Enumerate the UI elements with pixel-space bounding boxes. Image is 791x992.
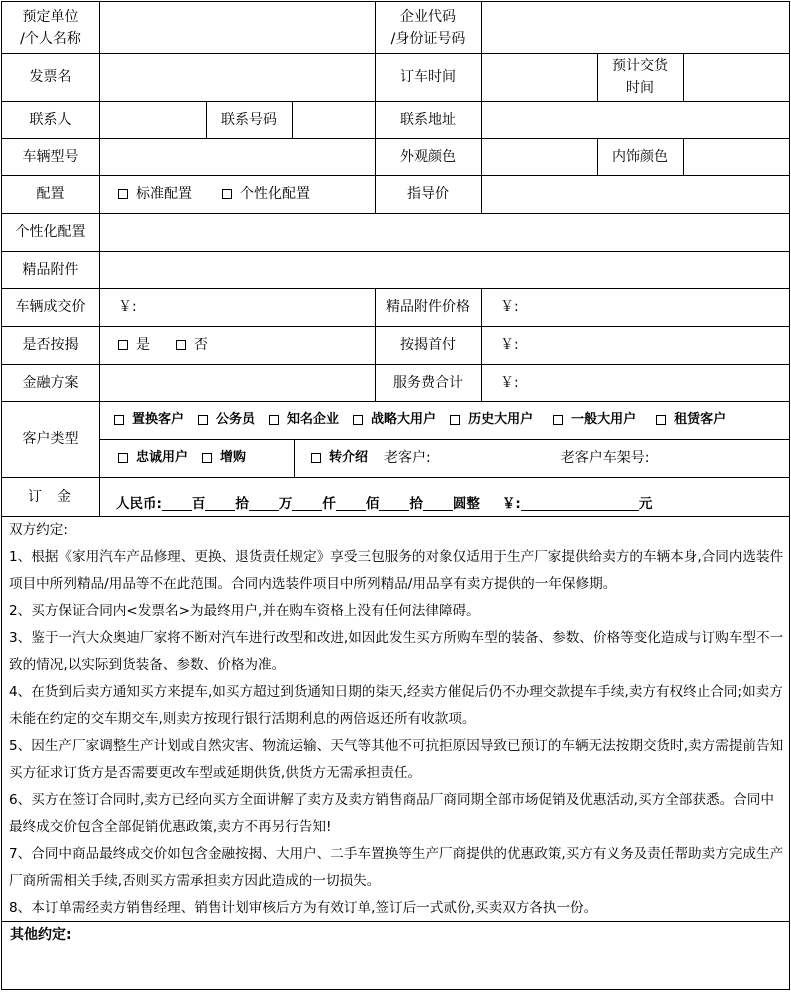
invoice-name-field[interactable] xyxy=(100,53,375,101)
contact-phone-field[interactable] xyxy=(293,101,375,138)
configuration-options xyxy=(100,175,375,213)
customer-type-historical-checkbox[interactable] xyxy=(450,409,533,431)
old-customer-vin-label: 老客户车架号: xyxy=(560,450,650,466)
customer-type-label: 客户类型 xyxy=(22,431,79,447)
invoice-name-label: 发票名 xyxy=(29,69,72,85)
old-customer-label: 老客户: xyxy=(384,450,431,466)
finance-plan-label: 金融方案 xyxy=(22,374,79,391)
other-agreements-label: 其他约定: xyxy=(10,927,72,943)
blank-line xyxy=(379,496,409,511)
customer-type-label-text: 租赁客户 xyxy=(674,412,727,427)
order-time-field[interactable] xyxy=(482,53,597,101)
contact-phone-label: 联系号码 xyxy=(221,111,277,128)
customer-type-repurchase-checkbox[interactable] xyxy=(202,447,246,469)
order-unit-label-line2: /个人名称 xyxy=(20,30,81,47)
terms-section xyxy=(9,517,785,922)
customer-type-label-text: 公务员 xyxy=(216,412,256,427)
term-item: 1、根据《家用汽车产品修理、更换、退货责任规定》享受三包服务的对象仅适用于生产厂家提供给卖方的车辆本身,合同内选装件项目中所列精品/用品等不在此范围。合同内选装件项目中所列精品/用品享有卖方提供的一年保修期。 xyxy=(9,549,784,592)
customer-type-label-text: 一般大用户 xyxy=(571,412,637,427)
customer-type-strategic-checkbox[interactable] xyxy=(353,409,436,431)
customer-type-label-text: 置换客户 xyxy=(132,412,185,427)
company-code-label-line1: 企业代码 xyxy=(400,8,456,25)
mortgage-no-checkbox[interactable] xyxy=(176,334,208,356)
term-item: 5、因生产厂家调整生产计划或自然灾害、物流运输、天气等其他不可抗拒原因导致已预订的车辆无法按期交货时,卖方需提前告知买方征求订货方是否需要更改车型或延期供货,供货方无需承担责任。 xyxy=(9,738,784,781)
customer-type-label-text: 知名企业 xyxy=(287,412,340,427)
unit-ten-thousand: 万 xyxy=(278,495,293,512)
customer-type-loyal-checkbox[interactable] xyxy=(118,447,188,469)
mortgage-options xyxy=(100,326,375,364)
checkbox-icon xyxy=(450,415,460,425)
contact-person-field[interactable] xyxy=(100,101,206,138)
service-fee-field[interactable]: ￥: xyxy=(500,374,519,391)
term-item: 4、在货到后卖方通知买方来提车,如买方超过到货通知日期的柒天,经卖方催促后仍不办理交款提车手续,卖方有权终止合同;如卖方未能在约定的交车期交车,则卖方按现行银行活期利息的两倍返还所有收款项。 xyxy=(9,684,783,727)
blank-line xyxy=(205,496,235,511)
term-item: 7、合同中商品最终成交价如包含金融按揭、大用户、二手车置换等生产厂商提供的优惠政策,买方有义务及责任帮助卖方完成生产厂商所需相关手续,否则买方需承担卖方因此造成的一切损失。 xyxy=(9,846,784,889)
mortgage-label: 是否按揭 xyxy=(22,337,79,353)
term-item: 2、买方保证合同内<发票名>为最终用户,并在购车资格上没有任何法律障碍。 xyxy=(9,603,480,619)
unit-yuan: 元 xyxy=(638,495,653,512)
referral-checkbox[interactable] xyxy=(311,447,368,469)
customer-type-label-text: 忠诚用户 xyxy=(136,450,189,465)
contact-person-label: 联系人 xyxy=(29,111,72,128)
vehicle-model-field[interactable] xyxy=(100,138,375,175)
term-item: 6、买方在签订合同时,卖方已经向买方全面讲解了卖方及卖方销售商品厂商同期全部市场促销及优惠活动,买方全部获悉。合同中最终成交价包含全部促销优惠政策,卖方不再另行告知! xyxy=(9,792,774,835)
unit-yuan-whole: 圆整 xyxy=(452,495,480,512)
finance-plan-field[interactable] xyxy=(100,364,375,401)
unit-ten: 拾 xyxy=(235,495,249,512)
order-unit-field[interactable] xyxy=(100,2,375,53)
customer-type-row1 xyxy=(100,401,789,439)
other-agreements-field[interactable] xyxy=(2,948,789,990)
unit-hundred: 百 xyxy=(191,495,206,512)
customer-type-known-company-checkbox[interactable] xyxy=(269,409,339,431)
accessory-price-field[interactable]: ￥: xyxy=(500,299,519,315)
referral-row xyxy=(295,439,789,477)
deposit-field[interactable] xyxy=(100,477,789,516)
blank-line xyxy=(292,496,322,511)
term-item: 3、鉴于一汽大众奥迪厂家将不断对汽车进行改型和改进,如因此发生买方所购车型的装备、参数、价格等变化造成与订购车型不一致的情况,以实际到货装备、参数、价格为准。 xyxy=(9,630,784,673)
checkbox-icon xyxy=(269,415,279,425)
checkbox-icon xyxy=(311,453,321,463)
guide-price-field[interactable] xyxy=(482,175,789,213)
standard-config-label: 标准配置 xyxy=(136,186,192,202)
expected-delivery-label xyxy=(597,53,683,101)
company-code-field[interactable] xyxy=(482,2,789,53)
deposit-label: 订 金 xyxy=(28,488,73,505)
unit-ten-formal: 拾 xyxy=(409,495,423,512)
blank-line xyxy=(249,496,279,511)
checkbox-icon xyxy=(176,340,186,350)
checkbox-icon xyxy=(198,415,208,425)
accessories-label: 精品附件 xyxy=(22,261,79,278)
deposit-yen-label: ￥: xyxy=(501,495,521,512)
mortgage-no-label: 否 xyxy=(194,337,208,353)
deal-price-field[interactable]: ￥: xyxy=(118,299,137,315)
expected-delivery-label-line1: 预计交货 xyxy=(612,58,668,74)
order-unit-label xyxy=(2,2,99,53)
down-payment-field[interactable]: ￥: xyxy=(500,337,519,353)
expected-delivery-field[interactable] xyxy=(684,53,789,101)
customer-type-label-text: 历史大用户 xyxy=(468,412,534,427)
checkbox-icon xyxy=(114,415,124,425)
exterior-color-field[interactable] xyxy=(482,138,597,175)
rmb-label: 人民币: xyxy=(116,495,162,512)
configuration-label: 配置 xyxy=(36,186,65,202)
standard-config-checkbox[interactable] xyxy=(118,183,192,205)
custom-config-checkbox[interactable] xyxy=(222,183,310,205)
term-item: 8、本订单需经卖方销售经理、销售计划审核后方为有效订单,签订后一式贰份,买卖双方各执一份。 xyxy=(9,900,598,916)
customer-type-label-text: 增购 xyxy=(220,450,247,465)
custom-config-option-label: 个性化配置 xyxy=(240,186,310,202)
customer-type-trade-in-checkbox[interactable] xyxy=(114,409,184,431)
terms-title: 双方约定: xyxy=(9,522,68,538)
customer-type-label-text: 战略大用户 xyxy=(371,412,437,427)
checkbox-icon xyxy=(222,189,232,199)
interior-color-label: 内饰颜色 xyxy=(612,148,668,165)
blank-line xyxy=(162,496,192,511)
blank-line xyxy=(521,496,639,511)
checkbox-icon xyxy=(118,340,128,350)
checkbox-icon xyxy=(118,189,128,199)
customer-type-civil-servant-checkbox[interactable] xyxy=(198,409,255,431)
accessories-field[interactable] xyxy=(100,251,789,288)
referral-label: 转介绍 xyxy=(329,450,369,465)
blank-line xyxy=(336,496,366,511)
checkbox-icon xyxy=(118,453,128,463)
checkbox-icon xyxy=(553,415,563,425)
vehicle-model-label: 车辆型号 xyxy=(22,148,79,165)
order-unit-label-line1: 预定单位 xyxy=(22,8,79,25)
guide-price-label: 指导价 xyxy=(407,186,449,202)
customer-type-row2 xyxy=(100,439,294,477)
contact-address-label: 联系地址 xyxy=(400,111,456,128)
customer-type-general-checkbox[interactable] xyxy=(553,409,636,431)
accessory-price-label: 精品附件价格 xyxy=(386,299,470,315)
custom-config-label: 个性化配置 xyxy=(15,224,86,240)
exterior-color-label: 外观颜色 xyxy=(400,148,456,165)
mortgage-yes-checkbox[interactable] xyxy=(118,334,150,356)
down-payment-label: 按揭首付 xyxy=(400,337,456,353)
order-form xyxy=(1,1,790,990)
checkbox-icon xyxy=(202,453,212,463)
company-code-label-line2: /身份证号码 xyxy=(390,30,466,47)
contact-address-field[interactable] xyxy=(482,101,789,138)
checkbox-icon xyxy=(656,415,666,425)
custom-config-field[interactable] xyxy=(100,213,789,251)
mortgage-yes-label: 是 xyxy=(136,337,150,353)
blank-line xyxy=(423,496,453,511)
company-code-label xyxy=(375,2,481,53)
unit-thousand: 仟 xyxy=(322,495,336,512)
interior-color-field[interactable] xyxy=(684,138,789,175)
order-time-label: 订车时间 xyxy=(400,69,456,85)
service-fee-label: 服务费合计 xyxy=(393,374,463,391)
customer-type-leasing-checkbox[interactable] xyxy=(656,409,726,431)
unit-hundred-formal: 佰 xyxy=(365,495,380,512)
expected-delivery-label-line2: 时间 xyxy=(626,80,654,96)
deal-price-label: 车辆成交价 xyxy=(15,299,86,315)
checkbox-icon xyxy=(353,415,363,425)
